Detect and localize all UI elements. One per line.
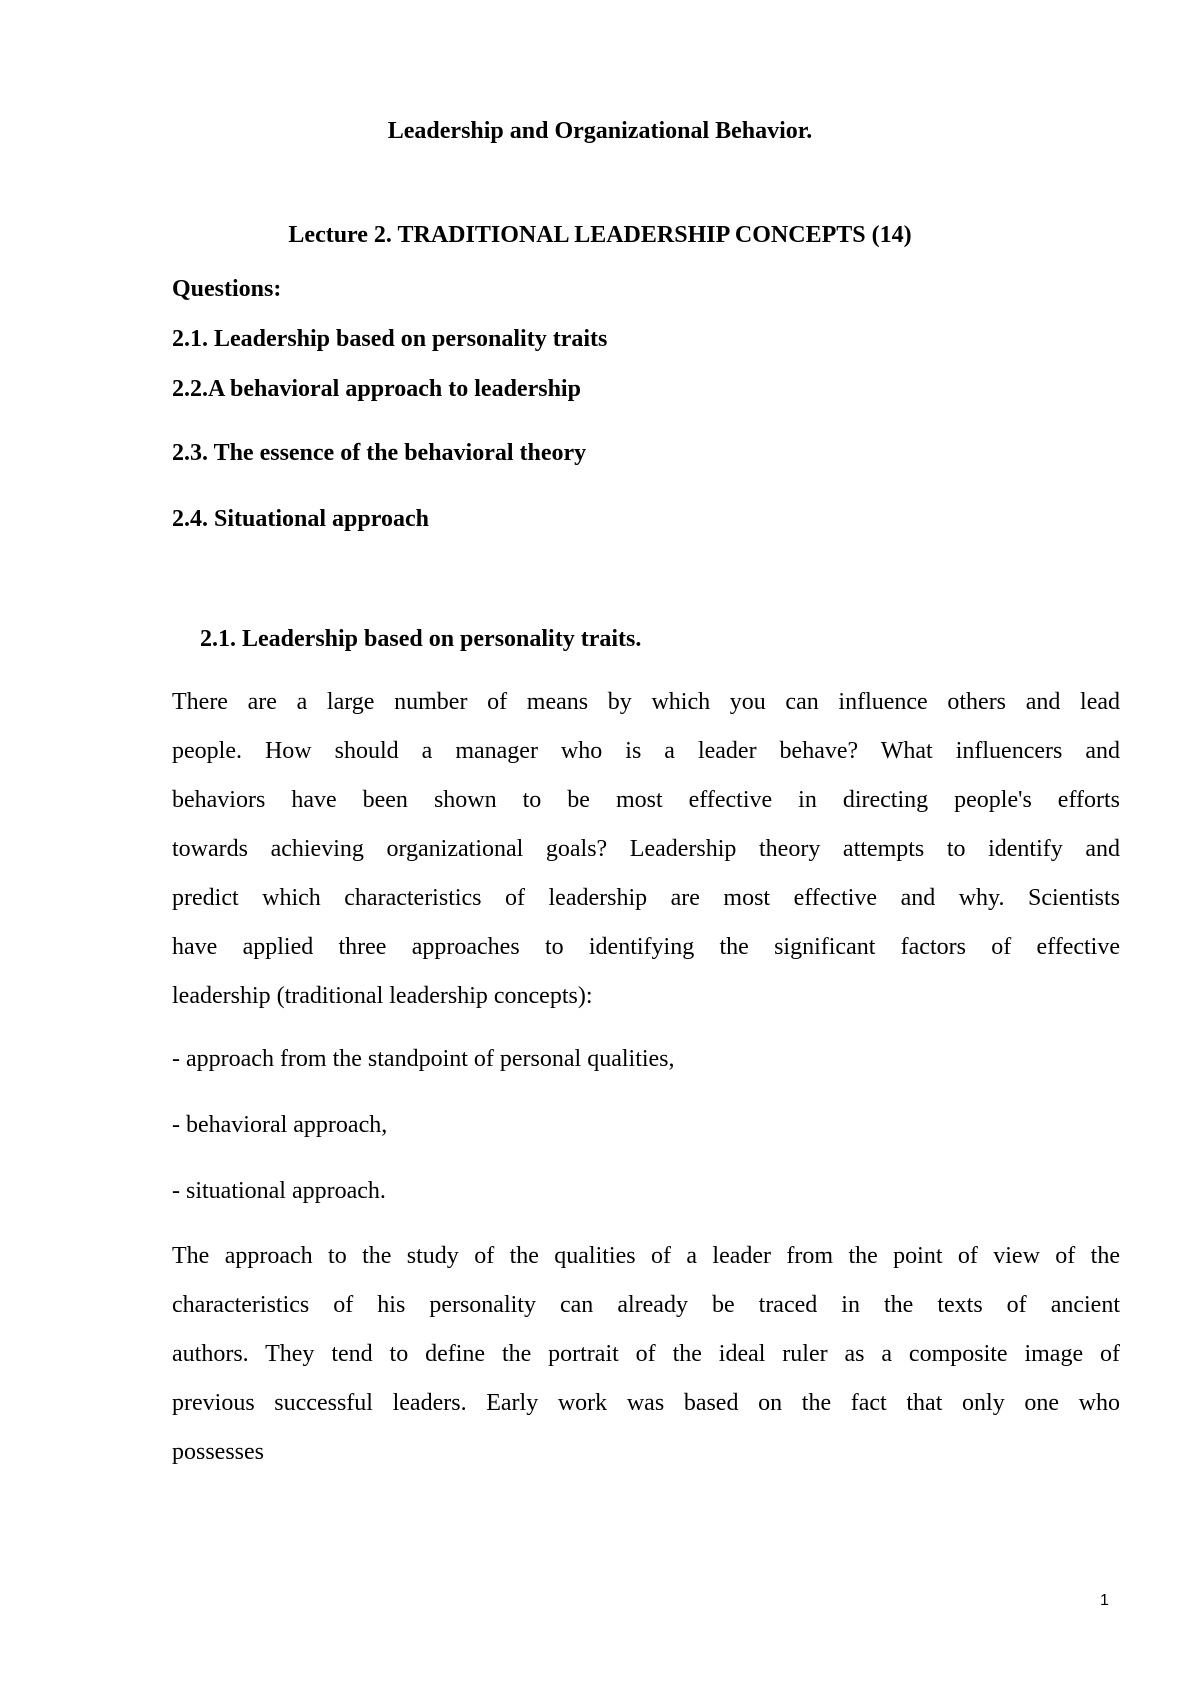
document-title: Leadership and Organizational Behavior. (387, 118, 813, 144)
paragraph-line: The approach to the study of the qualities of a leader from the point of view of the (172, 1243, 1120, 1269)
paragraph-line: have applied three approaches to identifying the significant factors of effective (172, 934, 1120, 960)
paragraph-line: predict which characteristics of leadership are most effective and why. Scientists (172, 885, 1120, 911)
question-item: 2.2.A behavioral approach to leadership (172, 376, 581, 402)
paragraph-line: characteristics of his personality can already be traced in the texts of ancient (172, 1292, 1120, 1318)
paragraph-line: previous successful leaders. Early work was based on the fact that only one who (172, 1390, 1120, 1416)
paragraph-line: leadership (traditional leadership concepts): (172, 983, 593, 1009)
page-number: 1 (1100, 1592, 1109, 1609)
section-heading: 2.1. Leadership based on personality traits. (200, 626, 642, 652)
paragraph-line: people. How should a manager who is a leader behave? What influencers and (172, 738, 1120, 764)
bullet-item: - situational approach. (172, 1178, 386, 1204)
paragraph-line: possesses (172, 1439, 265, 1465)
paragraph-1 (172, 678, 1120, 1021)
paragraph-line: towards achieving organizational goals? Leadership theory attempts to identify and (172, 836, 1120, 862)
paragraph-line: authors. They tend to define the portrait of the ideal ruler as a composite image of (172, 1341, 1120, 1367)
bullet-item: - behavioral approach, (172, 1112, 388, 1138)
paragraph-line: behaviors have been shown to be most effective in directing people's efforts (172, 787, 1120, 813)
paragraph-2 (172, 1232, 1120, 1477)
question-item: 2.1. Leadership based on personality traits (172, 326, 608, 352)
lecture-heading: Lecture 2. TRADITIONAL LEADERSHIP CONCEPTS (14) (288, 222, 912, 248)
paragraph-line: There are a large number of means by which you can influence others and lead (172, 689, 1120, 715)
question-item: 2.4. Situational approach (172, 506, 429, 532)
bullet-item: - approach from the standpoint of personal qualities, (172, 1046, 675, 1072)
questions-label: Questions: (172, 276, 282, 302)
question-item: 2.3. The essence of the behavioral theory (172, 440, 587, 466)
